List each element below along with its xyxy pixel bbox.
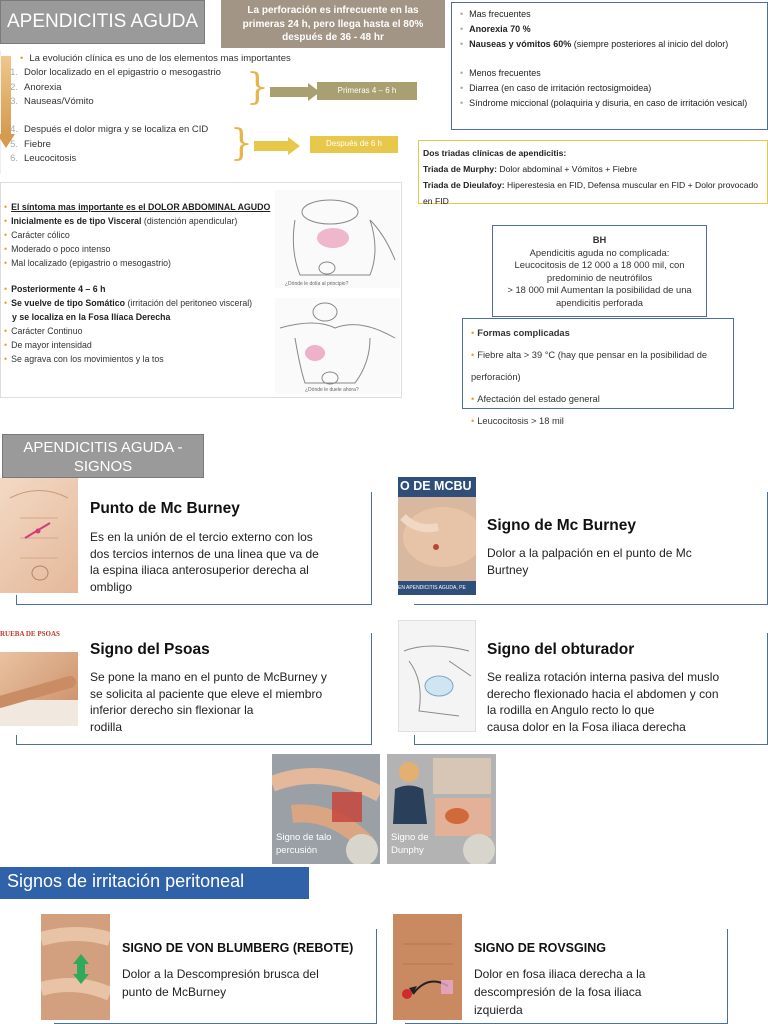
photo-banner: O DE MCBU [398, 477, 476, 497]
list-item: y se localiza en la Fosa Ilíaca Derecha [12, 312, 171, 322]
caption-line: Signo de [391, 832, 429, 843]
bh-line: apendicitis perforada [555, 296, 644, 308]
evolution-list-early [0, 66, 250, 110]
symptom-lead: • El síntoma mas importante es el DOLOR ABDOMINAL AGUDO [4, 202, 271, 212]
card-title: Punto de Mc Burney [90, 500, 240, 517]
brace-icon: } [246, 67, 269, 108]
perforation-note [221, 0, 445, 48]
label-after-hours: Después de 6 h [310, 136, 398, 153]
card-body [90, 669, 370, 735]
evolution-intro: • La evolución clínica es uno de los elementos mas importantes [20, 53, 291, 64]
caption-line: Dunphy [391, 844, 424, 856]
list-item: • Mal localizado (epigastrio o mesogastrio) [4, 258, 171, 268]
list-item: 3. Nauseas/Vómito [10, 96, 94, 107]
card-tick [16, 735, 17, 745]
list-item: 4. Después el dolor migra y se localiza en CID [10, 124, 209, 135]
brace-icon: } [230, 123, 253, 164]
caption-line: percusión [276, 844, 318, 856]
bh-box [492, 225, 707, 317]
list-item: 2. Anorexia [10, 81, 62, 93]
card-line: Se realiza rotación interna pasiva del muslo [487, 670, 720, 684]
card-title: Signo del obturador [487, 641, 635, 658]
card-line: dos tercios internos de una linea que va de [90, 546, 319, 561]
triad-murphy: Triada de Murphy: Dolor abdominal + Vómitos + Fiebre [423, 164, 637, 174]
list-item: • Se vuelve de tipo Somático (irritación del peritoneo visceral) [4, 298, 253, 308]
label-first-hours: Primeras 4 – 6 h [317, 82, 417, 100]
triad-dieulafoy: Triada de Dieulafoy: Hiperestesia en FID, Defensa muscular en FID + Dolor provocado en FID [423, 180, 759, 206]
list-item: • Nauseas y vómitos 60% (siempre posteriores al inicio del dolor) [460, 39, 729, 49]
bh-line: Leucocitosis de 12 000 a 18 000 mil, con [514, 259, 685, 270]
abdomen-sketch-initial [275, 190, 400, 288]
triads-title: Dos triadas clínicas de apendicitis: [423, 148, 567, 158]
caption-line: Signo de talo [276, 832, 332, 843]
list-item: • Carácter Continuo [4, 326, 83, 336]
sketch-caption-initial: ¿Dónde le dolía al principio? [285, 281, 349, 287]
card-title: Signo del Psoas [90, 641, 210, 658]
rovsing-photo [393, 914, 462, 1020]
photo-talo-percusion [272, 754, 380, 864]
photo-caption [276, 832, 331, 857]
card-line: causa dolor en la Fosa iliaca derecha [487, 719, 686, 734]
card-line: la espina iliaca anterosuperior derecha al [90, 563, 309, 577]
bh-title: BH [592, 234, 607, 245]
card-tick [414, 735, 415, 745]
card-line: derecho flexionado hacia el abdomen y con [487, 686, 719, 701]
rebound-photo [41, 914, 110, 1020]
list-item: 6. Leucocitosis [10, 153, 77, 164]
card-title: SIGNO DE ROVSGING [474, 941, 606, 955]
card-line: Dolor a la palpación en el punto de Mc [487, 546, 692, 560]
list-item: • Leucocitosis > 18 mil [471, 416, 564, 426]
photo-footer: EN APENDICITIS AGUDA, PE [398, 581, 476, 595]
bh-line: Apendicitis aguda no complicada: [529, 246, 670, 258]
card-line: se solicita al paciente que eleve el miembro [90, 686, 323, 701]
palpation-photo [398, 477, 476, 595]
complicated-forms-box [462, 318, 734, 426]
section-title-line: APENDICITIS AGUDA - [23, 439, 183, 456]
list-item: • Carácter cólico [4, 230, 70, 240]
list-item: • De mayor intensidad [4, 340, 92, 350]
bh-line: > 18 000 mil Aumentan la posibilidad de una [507, 284, 692, 295]
list-item: • Mas frecuentes [460, 9, 531, 19]
frequency-panel [451, 2, 768, 130]
perforation-line-3: después de 36 - 48 hr [282, 32, 384, 43]
list-item: • Posteriormente 4 – 6 h [4, 284, 106, 294]
card-line: punto de McBurney [122, 985, 227, 999]
right-arrow-icon [254, 137, 300, 155]
abdomen-sketch-later [275, 298, 400, 394]
card-body [90, 529, 365, 595]
perforation-line-2: primeras 24 h, pero llega hasta el 80% [242, 18, 424, 30]
section-title-signs [2, 434, 204, 478]
card-title: SIGNO DE VON BLUMBERG (REBOTE) [122, 941, 354, 955]
card-line: Dolor a la Descompresión brusca del [122, 967, 319, 981]
card-body [122, 965, 372, 1001]
section-title-peritoneal: Signos de irritación peritoneal [0, 867, 309, 899]
photo-dunphy [387, 754, 496, 864]
list-item: • Diarrea (en caso de irritación rectosigmoidea) [460, 83, 652, 93]
page-title: APENDICITIS AGUDA [0, 0, 205, 44]
psoas-photo [0, 652, 78, 726]
list-item: • Afectación del estado general [471, 394, 600, 404]
list-item: • Inicialmente es de tipo Visceral (distención apendicular) [4, 216, 238, 226]
card-body [474, 965, 724, 1019]
list-item: • Menos frecuentes [460, 68, 541, 78]
photo-caption [391, 832, 429, 857]
card-line: rodilla [90, 719, 123, 734]
perforation-line-1: La perforación es infrecuente en las [247, 5, 419, 16]
abdomen-photo [0, 478, 78, 593]
evolution-list-late [0, 123, 250, 167]
list-item: • Síndrome miccional (polaquiria y disuria, en caso de irritación vesical) [460, 98, 748, 108]
section-title-line: SIGNOS [73, 458, 133, 475]
list-item: • Fiebre alta > 39 °C (hay que pensar en la posibilidad de perforación) [471, 350, 708, 382]
card-tick [16, 595, 17, 605]
card-title: Signo de Mc Burney [487, 517, 636, 534]
card-line: descompresión de la fosa iliaca [474, 985, 642, 999]
complicated-title: • Formas complicadas [471, 328, 570, 338]
card-line: Es en la unión de el tercio externo con los [90, 530, 313, 544]
list-item: • Se agrava con los movimientos y la tos [4, 354, 164, 364]
list-item: 1. Dolor localizado en el epigastrio o mesogastrio [10, 67, 221, 78]
triads-box [418, 140, 768, 204]
card-line: Se pone la mano en el punto de McBurney y [90, 670, 327, 684]
right-arrow-icon [270, 83, 320, 101]
sketch-caption-later: ¿Dónde le duele ahora? [305, 387, 359, 393]
card-line: Burtney [487, 562, 529, 577]
bh-line: predominio de neutrófilos [546, 271, 653, 283]
psoas-photo-label: RUEBA DE PSOAS [0, 630, 60, 638]
card-line: Dolor en fosa iliaca derecha a la [474, 967, 646, 981]
card-line: inferior derecho sin flexionar la [90, 703, 254, 717]
list-item: • Moderado o poco intenso [4, 244, 111, 254]
card-line: izquierda [474, 1003, 523, 1017]
card-body [487, 669, 763, 735]
list-item: • Anorexia 70 % [460, 24, 531, 34]
obturator-sketch [398, 620, 476, 732]
card-line: la rodilla en Angulo recto lo que [487, 703, 655, 717]
symptom-text [4, 200, 274, 366]
card-line: ombligo [90, 579, 133, 594]
list-item: 5. Fiebre [10, 138, 51, 150]
card-body [487, 545, 757, 578]
